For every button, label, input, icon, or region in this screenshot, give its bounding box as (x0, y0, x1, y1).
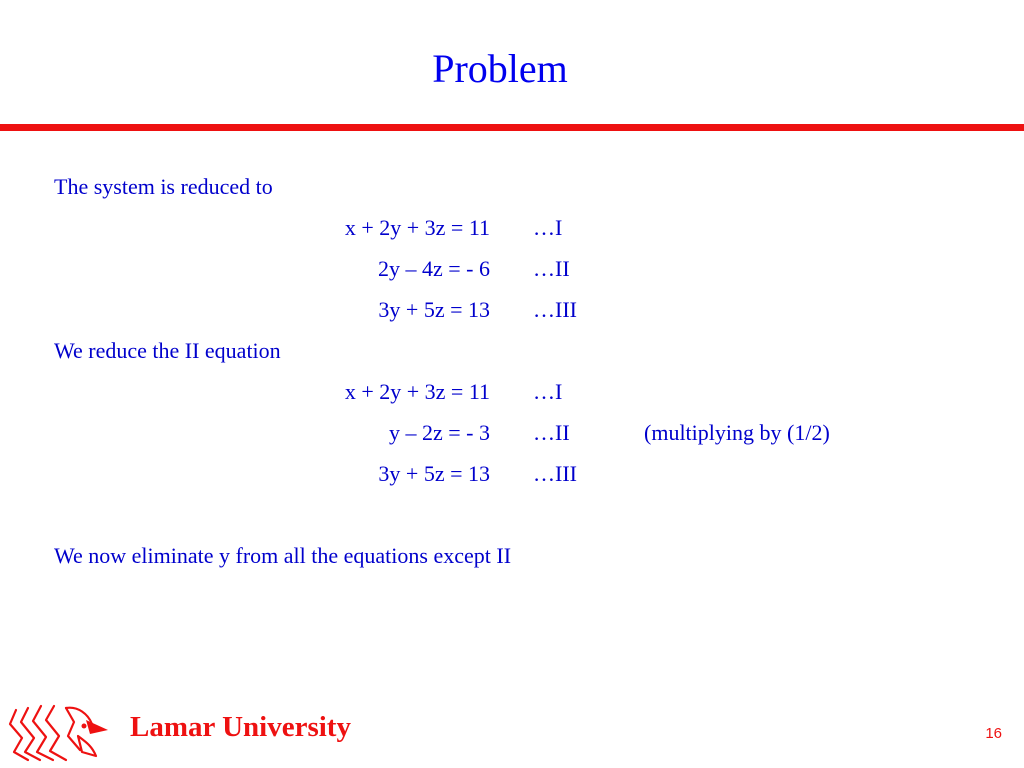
equation-note: (multiplying by (1/2) (644, 420, 830, 445)
equation-lhs: 2y – 4z = - 6 (378, 256, 490, 281)
equation-lhs: 3y + 5z = 13 (378, 461, 490, 486)
equation-tag: …II (533, 256, 570, 281)
equation-lhs: x + 2y + 3z = 11 (344, 215, 490, 240)
equation-lhs: 3y + 5z = 13 (378, 297, 490, 322)
step-text: We reduce the II equation (54, 338, 281, 363)
equation-tag: …I (533, 379, 563, 404)
university-name: Lamar University (130, 711, 351, 743)
equation-tag: …II (533, 420, 570, 445)
cardinal-bird-logo-icon (8, 700, 113, 764)
equation-tag: …III (533, 461, 577, 486)
conclusion-text: We now eliminate y from all the equations except II (54, 543, 512, 568)
equation-lhs: y – 2z = - 3 (389, 420, 490, 445)
intro-text: The system is reduced to (54, 174, 273, 199)
equation-tag: …III (533, 297, 577, 322)
equation-lhs: x + 2y + 3z = 11 (344, 379, 490, 404)
equation-tag: …I (533, 215, 563, 240)
page-number: 16 (985, 725, 1002, 742)
slide-title: Problem (432, 46, 568, 91)
